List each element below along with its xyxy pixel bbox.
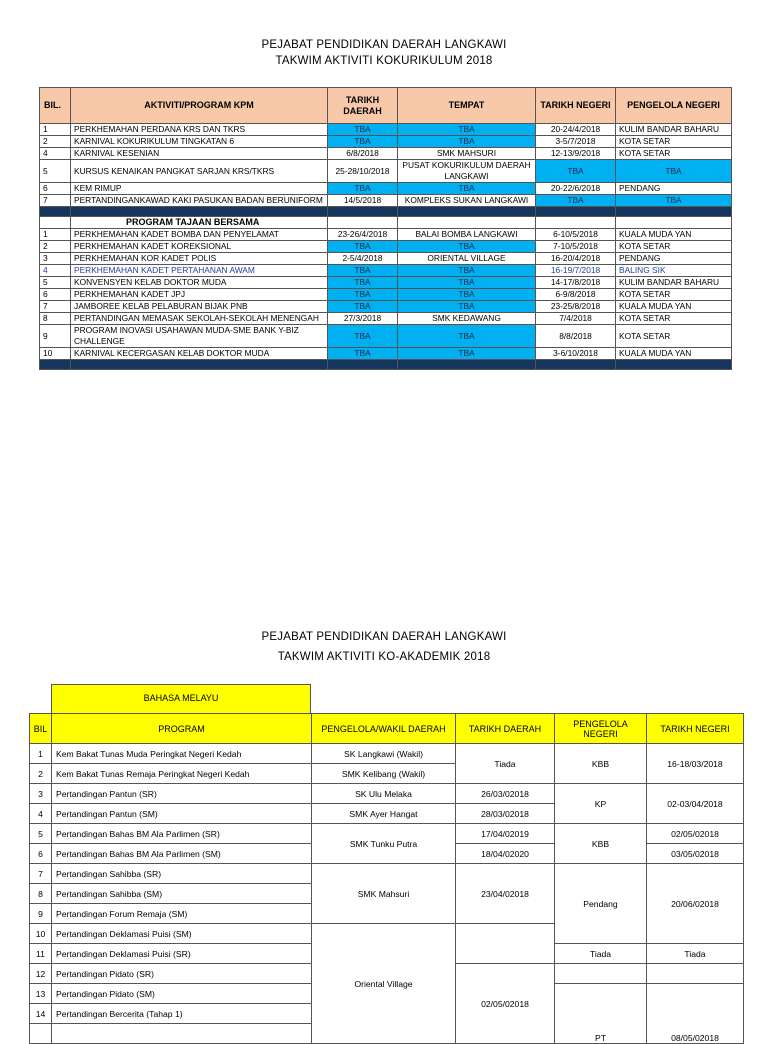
header-pengelola-negeri: PENGELOLA NEGERI — [555, 714, 647, 744]
cell-bil: 5 — [40, 160, 71, 183]
header-tarikh-negeri: TARIKH NEGERI — [536, 88, 616, 124]
cell-bil: 3 — [40, 253, 71, 265]
cell-tarikh-negeri: 8/8/2018 — [536, 325, 616, 348]
table-row — [40, 148, 732, 160]
table-row: 7 Pertandingan Sahibba (SR) SMK Mahsuri 23/04/02018 Pendang 20/06/02018 — [30, 864, 744, 884]
table-row — [40, 195, 732, 207]
cell-bil: 7 — [40, 301, 71, 313]
header-aktiviti: AKTIVITI/PROGRAM KPM — [71, 88, 328, 124]
cell-bil: 6 — [40, 183, 71, 195]
table-row: 9 Pertandingan Forum Remaja (SM) — [30, 904, 744, 924]
cell-tarikh-negeri: 14-17/8/2018 — [536, 277, 616, 289]
cell-tarikh-daerah: TBA — [328, 124, 398, 136]
table-body-tajaan — [40, 229, 732, 360]
cell-tarikh-daerah: 2-5/4/2018 — [328, 253, 398, 265]
cell-tempat: TBA — [398, 183, 536, 195]
cell-aktiviti: KEM RIMUP — [71, 183, 328, 195]
cell-pengelola: KOTA SETAR — [616, 289, 732, 301]
table-row: 14 Pertandingan Bercerita (Tahap 1) — [30, 1004, 744, 1024]
cell-bil: 7 — [40, 195, 71, 207]
table-row — [40, 136, 732, 148]
header-pengelola: PENGELOLA NEGERI — [616, 88, 732, 124]
table-row — [40, 229, 732, 241]
cell-bil: 1 — [40, 124, 71, 136]
header-bil: BIL — [30, 714, 52, 744]
cell-tarikh-daerah: 14/5/2018 — [328, 195, 398, 207]
doc1-title: PEJABAT PENDIDIKAN DAERAH LANGKAWI — [261, 39, 507, 51]
cell-pengelola: KOTA SETAR — [616, 241, 732, 253]
cell-tempat: TBA — [398, 124, 536, 136]
cell-tempat: TBA — [398, 265, 536, 277]
doc2-title: PEJABAT PENDIDIKAN DAERAH LANGKAWI — [261, 631, 507, 643]
table-row — [40, 325, 732, 348]
cell-tarikh-daerah: 25-28/10/2018 — [328, 160, 398, 183]
cell-pengelola: KULIM BANDAR BAHARU — [616, 124, 732, 136]
header-bil: BIL. — [40, 88, 71, 124]
cell-pengelola: KOTA SETAR — [616, 325, 732, 348]
cell-tempat: TBA — [398, 325, 536, 348]
group-label: BAHASA MELAYU — [51, 684, 311, 714]
cell-tarikh-daerah: TBA — [328, 348, 398, 360]
koakademik-table — [29, 713, 744, 1044]
cell-aktiviti: PERTANDINGANKAWAD KAKI PASUKAN BADAN BERUNIFORM — [71, 195, 328, 207]
cell-pengelola: KOTA SETAR — [616, 313, 732, 325]
table-header-row — [30, 714, 744, 744]
cell-aktiviti: PROGRAM INOVASI USAHAWAN MUDA-SME BANK Y-BIZ CHALLENGE — [71, 325, 328, 348]
table-row — [40, 124, 732, 136]
cell-tarikh-negeri: 6-9/8/2018 — [536, 289, 616, 301]
cell-tempat: SMK MAHSURI — [398, 148, 536, 160]
cell-aktiviti: KARNIVAL KOKURIKULUM TINGKATAN 6 — [71, 136, 328, 148]
cell-aktiviti: PERKHEMAHAN KADET BOMBA DAN PENYELAMAT — [71, 229, 328, 241]
cell-tarikh-negeri: 16-19/7/2018 — [536, 265, 616, 277]
cell-bil: 5 — [40, 277, 71, 289]
cell-tarikh-daerah: 6/8/2018 — [328, 148, 398, 160]
table-body-kpm — [40, 124, 732, 207]
cell-tarikh-daerah: TBA — [328, 277, 398, 289]
cell-tempat: TBA — [398, 289, 536, 301]
cell-tarikh-negeri: TBA — [536, 195, 616, 207]
separator-row — [40, 360, 732, 370]
table-row — [40, 348, 732, 360]
cell-tempat: TBA — [398, 277, 536, 289]
cell-tarikh-negeri: 6-10/5/2018 — [536, 229, 616, 241]
table-row — [40, 265, 732, 277]
table-row — [40, 277, 732, 289]
header-tarikh-daerah: TARIKH DAERAH — [456, 714, 555, 744]
doc1-subtitle: TAKWIM AKTIVITI KOKURIKULUM 2018 — [275, 55, 493, 67]
cell-tarikh-negeri: 7-10/5/2018 — [536, 241, 616, 253]
table-row: 1 Kem Bakat Tunas Muda Peringkat Negeri Kedah SK Langkawi (Wakil) Tiada KBB 16-18/03/2018 — [30, 744, 744, 764]
table-row: 2 Kem Bakat Tunas Remaja Peringkat Negeri Kedah SMK Kelibang (Wakil) — [30, 764, 744, 784]
cell-tarikh-negeri: 3-6/10/2018 — [536, 348, 616, 360]
table-row: 10 Pertandingan Deklamasi Puisi (SM) Oriental Village — [30, 924, 744, 944]
cell-pengelola: KUALA MUDA YAN — [616, 301, 732, 313]
table-row — [40, 160, 732, 183]
cell-tarikh-daerah: TBA — [328, 301, 398, 313]
table-row — [40, 253, 732, 265]
doc2-subtitle: TAKWIM AKTIVITI KO-AKADEMIK 2018 — [277, 651, 491, 663]
cell-bil: 4 — [40, 148, 71, 160]
cell-tarikh-daerah: TBA — [328, 241, 398, 253]
cell-aktiviti: KURSUS KENAIKAN PANGKAT SARJAN KRS/TKRS — [71, 160, 328, 183]
cell-tarikh-daerah: TBA — [328, 289, 398, 301]
cell-tarikh-daerah: TBA — [328, 325, 398, 348]
cell-tempat: KOMPLEKS SUKAN LANGKAWI — [398, 195, 536, 207]
cell-pengelola: BALING SIK — [616, 265, 732, 277]
separator-row — [40, 207, 732, 217]
cell-tempat: TBA — [398, 241, 536, 253]
cell-aktiviti: PERKHEMAHAN KADET JPJ — [71, 289, 328, 301]
cell-tarikh-negeri: 20-22/6/2018 — [536, 183, 616, 195]
cell-tarikh-daerah: 27/3/2018 — [328, 313, 398, 325]
header-tarikh-negeri: TARIKH NEGERI — [647, 714, 744, 744]
cell-tarikh-daerah: 23-26/4/2018 — [328, 229, 398, 241]
cell-bil: 2 — [40, 136, 71, 148]
cell-tarikh-negeri: 20-24/4/2018 — [536, 124, 616, 136]
table-header-row — [40, 88, 732, 124]
table-row: 8 Pertandingan Sahibba (SM) — [30, 884, 744, 904]
cell-tarikh-negeri: TBA — [536, 160, 616, 183]
cell-bil: 10 — [40, 348, 71, 360]
table-row: 6 Pertandingan Bahas BM Ala Parlimen (SM) 18/04/02020 03/05/02018 — [30, 844, 744, 864]
cell-tempat: TBA — [398, 301, 536, 313]
cell-aktiviti: JAMBOREE KELAB PELABURAN BIJAK PNB — [71, 301, 328, 313]
table-row: 5 Pertandingan Bahas BM Ala Parlimen (SR) SMK Tunku Putra 17/04/02019 KBB 02/05/02018 — [30, 824, 744, 844]
table-row — [40, 313, 732, 325]
cell-aktiviti: KARNIVAL KECERGASAN KELAB DOKTOR MUDA — [71, 348, 328, 360]
cell-bil: 6 — [40, 289, 71, 301]
cell-pengelola: PENDANG — [616, 253, 732, 265]
table-row — [40, 241, 732, 253]
cell-pengelola: KUALA MUDA YAN — [616, 229, 732, 241]
header-program: PROGRAM — [52, 714, 312, 744]
cell-bil: 2 — [40, 241, 71, 253]
cell-tempat: TBA — [398, 348, 536, 360]
cell-bil: 1 — [40, 229, 71, 241]
header-tempat: TEMPAT — [398, 88, 536, 124]
cell-aktiviti: PERKHEMAHAN KADET PERTAHANAN AWAM — [71, 265, 328, 277]
cell-bil: 4 — [40, 265, 71, 277]
cell-tarikh-negeri: 7/4/2018 — [536, 313, 616, 325]
cell-tarikh-negeri: 23-25/8/2018 — [536, 301, 616, 313]
table-row: 3 Pertandingan Pantun (SR) SK Ulu Melaka 26/03/02018 KP 02-03/04/2018 — [30, 784, 744, 804]
cell-tempat: BALAI BOMBA LANGKAWI — [398, 229, 536, 241]
kokurikulum-table — [39, 87, 732, 370]
cell-aktiviti: KARNIVAL KESENIAN — [71, 148, 328, 160]
cell-pengelola: KOTA SETAR — [616, 136, 732, 148]
table-row: 4 Pertandingan Pantun (SM) SMK Ayer Hangat 28/03/02018 — [30, 804, 744, 824]
table-row — [40, 301, 732, 313]
cell-aktiviti: KONVENSYEN KELAB DOKTOR MUDA — [71, 277, 328, 289]
cell-aktiviti: PERKHEMAHAN KOR KADET POLIS — [71, 253, 328, 265]
cell-tarikh-negeri: 3-5/7/2018 — [536, 136, 616, 148]
cell-tempat: ORIENTAL VILLAGE — [398, 253, 536, 265]
header-tarikh-daerah: TARIKH DAERAH — [328, 88, 398, 124]
cell-aktiviti: PERKHEMAHAN KADET KOREKSIONAL — [71, 241, 328, 253]
table-row: 13 Pertandingan Pidato (SM) PT 08/05/02018 — [30, 984, 744, 1004]
cell-tempat: SMK KEDAWANG — [398, 313, 536, 325]
section-title: PROGRAM TAJAAN BERSAMA — [71, 217, 328, 229]
cell-tarikh-daerah: TBA — [328, 265, 398, 277]
cell-pengelola: TBA — [616, 160, 732, 183]
cell-tempat: TBA — [398, 136, 536, 148]
section-row — [40, 217, 732, 229]
header-pengelola-wakil: PENGELOLA/WAKIL DAERAH — [312, 714, 456, 744]
cell-bil: 9 — [40, 325, 71, 348]
cell-pengelola: PENDANG — [616, 183, 732, 195]
cell-pengelola: KOTA SETAR — [616, 148, 732, 160]
cell-bil: 8 — [40, 313, 71, 325]
cell-tarikh-negeri: 12-13/9/2018 — [536, 148, 616, 160]
table-row: 12 Pertandingan Pidato (SR) 02/05/02018 — [30, 964, 744, 984]
cell-tarikh-negeri: 16-20/4/2018 — [536, 253, 616, 265]
cell-aktiviti: PERKHEMAHAN PERDANA KRS DAN TKRS — [71, 124, 328, 136]
cell-pengelola: KULIM BANDAR BAHARU — [616, 277, 732, 289]
cell-aktiviti: PERTANDINGAN MEMASAK SEKOLAH-SEKOLAH MENENGAH — [71, 313, 328, 325]
cell-tarikh-daerah: TBA — [328, 183, 398, 195]
cell-pengelola: KUALA MUDA YAN — [616, 348, 732, 360]
table-row — [40, 289, 732, 301]
cell-tarikh-daerah: TBA — [328, 136, 398, 148]
cell-tempat: PUSAT KOKURIKULUM DAERAH LANGKAWI — [398, 160, 536, 183]
cell-pengelola: TBA — [616, 195, 732, 207]
table-row — [40, 183, 732, 195]
table-row: 11 Pertandingan Deklamasi Puisi (SR) Tiada Tiada — [30, 944, 744, 964]
